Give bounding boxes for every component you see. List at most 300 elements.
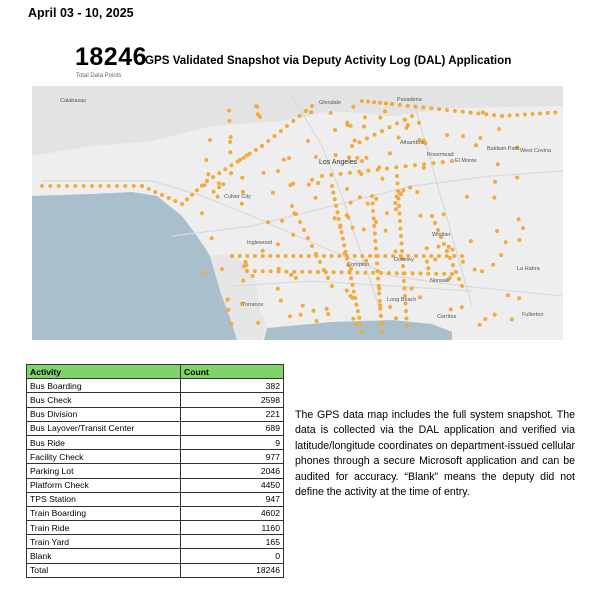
activity-cell: Train Yard [27, 535, 181, 549]
gps-point [204, 158, 208, 162]
gps-point [373, 239, 377, 243]
count-cell: 18246 [181, 563, 284, 577]
gps-point [107, 184, 111, 188]
gps-point [480, 269, 484, 273]
gps-point [388, 151, 392, 155]
gps-point [449, 307, 453, 311]
gps-point [357, 316, 361, 320]
gps-point [378, 101, 382, 105]
gps-point [291, 182, 295, 186]
gps-point [517, 217, 521, 221]
gps-point [394, 165, 398, 169]
gps-point [469, 239, 473, 243]
gps-point [238, 158, 242, 162]
gps-point [378, 303, 382, 307]
gps-point [329, 111, 333, 115]
gps-point [384, 101, 388, 105]
gps-point [256, 112, 260, 116]
gps-point [276, 254, 280, 258]
gps-point [374, 197, 378, 201]
count-cell: 9 [181, 435, 284, 449]
gps-point [314, 155, 318, 159]
activity-cell: Train Boarding [27, 506, 181, 520]
gps-point [73, 184, 77, 188]
gps-point [465, 195, 469, 199]
map-label-long-beach: Long Beach [387, 297, 417, 303]
gps-point [330, 184, 334, 188]
gps-point [269, 269, 273, 273]
gps-point [326, 312, 330, 316]
gps-point [478, 323, 482, 327]
gps-point [298, 220, 302, 224]
gps-point [365, 137, 369, 141]
gps-point [227, 119, 231, 123]
gps-point [401, 264, 405, 268]
table-row [27, 549, 284, 563]
gps-point [336, 210, 340, 214]
gps-point [374, 220, 378, 224]
gps-point [362, 125, 366, 129]
gps-point [325, 307, 329, 311]
gps-point [366, 169, 370, 173]
total-points: 18246 [75, 43, 148, 71]
gps-point [451, 263, 455, 267]
gps-point [441, 160, 445, 164]
gps-point [57, 184, 61, 188]
gps-point [220, 267, 224, 271]
gps-point [244, 260, 248, 264]
gps-point [349, 201, 353, 205]
gps-point [521, 226, 525, 230]
activity-cell: Bus Ride [27, 435, 181, 449]
gps-point [346, 123, 350, 127]
description-text: The GPS data map includes the full system snapshot. The data is collected via the DAL application and verified via latitude/longitude coordinates on department-issued cellular phones through a secure Microsoft application and can be audited for accuracy. “Blank” means the deputy did not define the activity at the time of entry. [295, 409, 575, 499]
count-cell: 4450 [181, 478, 284, 492]
gps-point [377, 165, 381, 169]
gps-point [253, 254, 257, 258]
gps-point [422, 254, 426, 258]
gps-point [255, 105, 259, 109]
gps-point [294, 276, 298, 280]
gps-point [345, 289, 349, 293]
gps-point [384, 229, 388, 233]
gps-point [408, 186, 412, 190]
gps-point [308, 270, 312, 274]
gps-point [442, 212, 446, 216]
activity-cell: Bus Layover/Transit Center [27, 421, 181, 435]
gps-point [322, 268, 326, 272]
gps-point [371, 271, 375, 275]
gps-point [341, 237, 345, 241]
gps-point [291, 119, 295, 123]
gps-point [299, 254, 303, 258]
gps-point [229, 135, 233, 139]
gps-point [280, 219, 284, 223]
gps-point [452, 254, 456, 258]
count-cell: 0 [181, 549, 284, 563]
gps-point [403, 118, 407, 122]
gps-point [227, 109, 231, 113]
gps-point [359, 322, 363, 326]
gps-point [351, 317, 355, 321]
gps-point [271, 191, 275, 195]
gps-point [390, 102, 394, 106]
gps-point [208, 138, 212, 142]
gps-point [474, 143, 478, 147]
map-label-inglewood: Inglewood [247, 240, 273, 246]
gps-point [426, 266, 430, 270]
gps-point [360, 159, 364, 163]
table-row [27, 421, 284, 435]
gps-point [212, 190, 216, 194]
gps-point [445, 133, 449, 137]
gps-point [402, 279, 406, 283]
gps-point [377, 287, 381, 291]
gps-point [316, 270, 320, 274]
gps-point [360, 254, 364, 258]
gps-point [413, 163, 417, 167]
gps-point [430, 214, 434, 218]
map-label-la-habra: La Habra [517, 266, 540, 272]
activity-cell: Blank [27, 549, 181, 563]
gps-point [437, 245, 441, 249]
gps-point [437, 107, 441, 111]
gps-point [291, 254, 295, 258]
gps-point [359, 172, 363, 176]
gps-point [431, 161, 435, 165]
gps-point [434, 272, 438, 276]
table-row [27, 521, 284, 535]
gps-point [230, 254, 234, 258]
activity-table [26, 364, 284, 578]
gps-point [388, 305, 392, 309]
gps-point [504, 240, 508, 244]
gps-point [140, 184, 144, 188]
gps-point [90, 184, 94, 188]
activity-cell: Facility Check [27, 450, 181, 464]
gps-point [292, 211, 296, 215]
gps-point [515, 113, 519, 117]
gps-point [223, 167, 227, 171]
gps-point [500, 114, 504, 118]
gps-point [410, 287, 414, 291]
gps-point [360, 99, 364, 103]
gps-point [419, 272, 423, 276]
map-label-cerritos: Cerritos [437, 314, 457, 320]
gps-point [318, 260, 322, 264]
gps-point [385, 211, 389, 215]
count-cell: 947 [181, 492, 284, 506]
gps-point [301, 304, 305, 308]
map-label-norwalk: Norwalk [430, 278, 450, 284]
gps-point [422, 162, 426, 166]
gps-point [493, 180, 497, 184]
map-label-compton: Compton [347, 262, 370, 268]
gps-point [355, 271, 359, 275]
gps-point [397, 204, 401, 208]
gps-point [340, 230, 344, 234]
gps-point [414, 105, 418, 109]
gps-point [351, 105, 355, 109]
total-caption: Total Data Points [76, 73, 122, 79]
gps-point [307, 183, 311, 187]
gps-point [279, 299, 283, 303]
table-row [27, 407, 284, 421]
gps-point [399, 234, 403, 238]
gps-point [217, 181, 221, 185]
gps-point [333, 128, 337, 132]
count-cell: 689 [181, 421, 284, 435]
gps-point [284, 254, 288, 258]
gps-point [429, 106, 433, 110]
gps-point [394, 316, 398, 320]
gps-point [378, 116, 382, 120]
gps-point [442, 242, 446, 246]
gps-point [355, 303, 359, 307]
gps-point [421, 105, 425, 109]
gps-point [405, 317, 409, 321]
gps-point [338, 225, 342, 229]
gps-point [506, 293, 510, 297]
gps-point [261, 254, 265, 258]
map-label-calabasas: Calabasas [60, 98, 86, 104]
gps-point [354, 322, 358, 326]
gps-point [200, 211, 204, 215]
activity-cell: Bus Division [27, 407, 181, 421]
gps-point [419, 214, 423, 218]
gps-point [397, 136, 401, 140]
gps-point [245, 254, 249, 258]
gps-point [251, 274, 255, 278]
gps-point [376, 277, 380, 281]
map-label-culver-city: Culver City [224, 194, 251, 200]
table-header-row [27, 365, 284, 379]
gps-point [320, 174, 324, 178]
gps-point [322, 254, 326, 258]
gps-point [395, 122, 399, 126]
gps-point [383, 109, 387, 113]
gps-point [394, 207, 398, 211]
gps-point [360, 329, 364, 333]
gps-point [492, 113, 496, 117]
gps-point [153, 190, 157, 194]
gps-point [292, 270, 296, 274]
count-cell: 1160 [181, 521, 284, 535]
gps-point [426, 272, 430, 276]
gps-point [332, 270, 336, 274]
gps-point [304, 109, 308, 113]
gps-point [229, 163, 233, 167]
gps-point [180, 202, 184, 206]
gps-point [299, 313, 303, 317]
gps-point [310, 244, 314, 248]
gps-point [302, 228, 306, 232]
gps-point [273, 134, 277, 138]
table-row [27, 435, 284, 449]
gps-point [553, 111, 557, 115]
gps-point [422, 166, 426, 170]
gps-point [337, 217, 341, 221]
count-cell: 4602 [181, 506, 284, 520]
gps-point [226, 298, 230, 302]
gps-point [517, 296, 521, 300]
gps-point [450, 248, 454, 252]
gps-point [352, 290, 356, 294]
gps-point [240, 202, 244, 206]
gps-point [366, 202, 370, 206]
table-row [27, 450, 284, 464]
gps-point [372, 217, 376, 221]
gps-point [326, 276, 330, 280]
gps-point [450, 159, 454, 163]
gps-point [461, 110, 465, 114]
gps-point [425, 260, 429, 264]
gps-point [363, 271, 367, 275]
gps-point [492, 196, 496, 200]
gps-point [82, 184, 86, 188]
gps-point [387, 271, 391, 275]
gps-point [393, 201, 397, 205]
gps-point [402, 272, 406, 276]
gps-point [365, 156, 369, 160]
gps-point [469, 111, 473, 115]
map-label-torrance: Torrance [242, 302, 264, 308]
gps-point [329, 173, 333, 177]
gps-point [417, 121, 421, 125]
gps-point [350, 144, 354, 148]
gps-point [245, 269, 249, 273]
gps-point [418, 295, 422, 299]
gps-point [414, 254, 418, 258]
gps-point [368, 254, 372, 258]
gps-point [339, 172, 343, 176]
gps-point [373, 133, 377, 137]
header-activity: Activity [27, 365, 181, 379]
map-label-whittier: Whittier [432, 232, 451, 238]
gps-point [205, 179, 209, 183]
gps-point [65, 184, 69, 188]
gps-point [203, 270, 207, 274]
gps-point [228, 140, 232, 144]
gps-point [398, 191, 402, 195]
gps-point [499, 253, 503, 257]
gps-point [217, 185, 221, 189]
gps-point [276, 169, 280, 173]
table-row [27, 464, 284, 478]
activity-cell: Platform Check [27, 478, 181, 492]
gps-map[interactable] [32, 86, 563, 340]
gps-point [400, 242, 404, 246]
header-count: Count [181, 365, 284, 379]
gps-point [358, 195, 362, 199]
gps-point [306, 139, 310, 143]
gps-point [510, 317, 514, 321]
gps-point [287, 156, 291, 160]
gps-point [309, 110, 313, 114]
gps-point [262, 171, 266, 175]
gps-point [310, 178, 314, 182]
gps-point [380, 129, 384, 133]
gps-point [40, 184, 44, 188]
gps-point [394, 249, 398, 253]
gps-point [314, 252, 318, 256]
gps-point [538, 112, 542, 116]
date-range: April 03 - 10, 2025 [28, 6, 134, 20]
gps-point [226, 308, 230, 312]
gps-point [400, 249, 404, 253]
count-cell: 382 [181, 379, 284, 393]
gps-point [363, 115, 367, 119]
gps-point [460, 305, 464, 309]
gps-point [481, 110, 485, 114]
gps-point [254, 148, 258, 152]
gps-point [345, 187, 349, 191]
gps-point [454, 270, 458, 274]
gps-point [373, 232, 377, 236]
gps-point [330, 284, 334, 288]
gps-point [395, 174, 399, 178]
gps-point [210, 236, 214, 240]
map-label-fullerton: Fullerton [522, 312, 544, 318]
gps-point [396, 182, 400, 186]
gps-point [238, 254, 242, 258]
gps-point [378, 299, 382, 303]
gps-point [216, 195, 220, 199]
gps-point [380, 329, 384, 333]
gps-point [358, 140, 362, 144]
gps-point [337, 254, 341, 258]
gps-point [403, 287, 407, 291]
gps-point [415, 190, 419, 194]
gps-point [240, 176, 244, 180]
gps-point [349, 294, 353, 298]
gps-point [334, 204, 338, 208]
gps-point [460, 254, 464, 258]
gps-point [300, 270, 304, 274]
gps-point [356, 309, 360, 313]
gps-point [398, 103, 402, 107]
gps-point [495, 229, 499, 233]
gps-point [353, 138, 357, 142]
gps-point [493, 313, 497, 317]
gps-point [508, 114, 512, 118]
gps-point [374, 247, 378, 251]
gps-point [405, 126, 409, 130]
gps-point [266, 220, 270, 224]
gps-point [333, 197, 337, 201]
gps-point [310, 104, 314, 108]
gps-point [279, 129, 283, 133]
table-row [27, 478, 284, 492]
gps-point [404, 164, 408, 168]
gps-point [282, 158, 286, 162]
gps-point [334, 153, 338, 157]
gps-point [401, 189, 405, 193]
gps-point [242, 156, 246, 160]
gps-point [312, 309, 316, 313]
gps-point [285, 124, 289, 128]
gps-point [405, 324, 409, 328]
activity-cell: Train Ride [27, 521, 181, 535]
gps-point [404, 309, 408, 313]
count-cell: 2046 [181, 464, 284, 478]
gps-point [314, 196, 318, 200]
gps-point [268, 254, 272, 258]
gps-point [298, 114, 302, 118]
gps-point [345, 257, 349, 261]
gps-point [261, 249, 265, 253]
gps-point [190, 193, 194, 197]
